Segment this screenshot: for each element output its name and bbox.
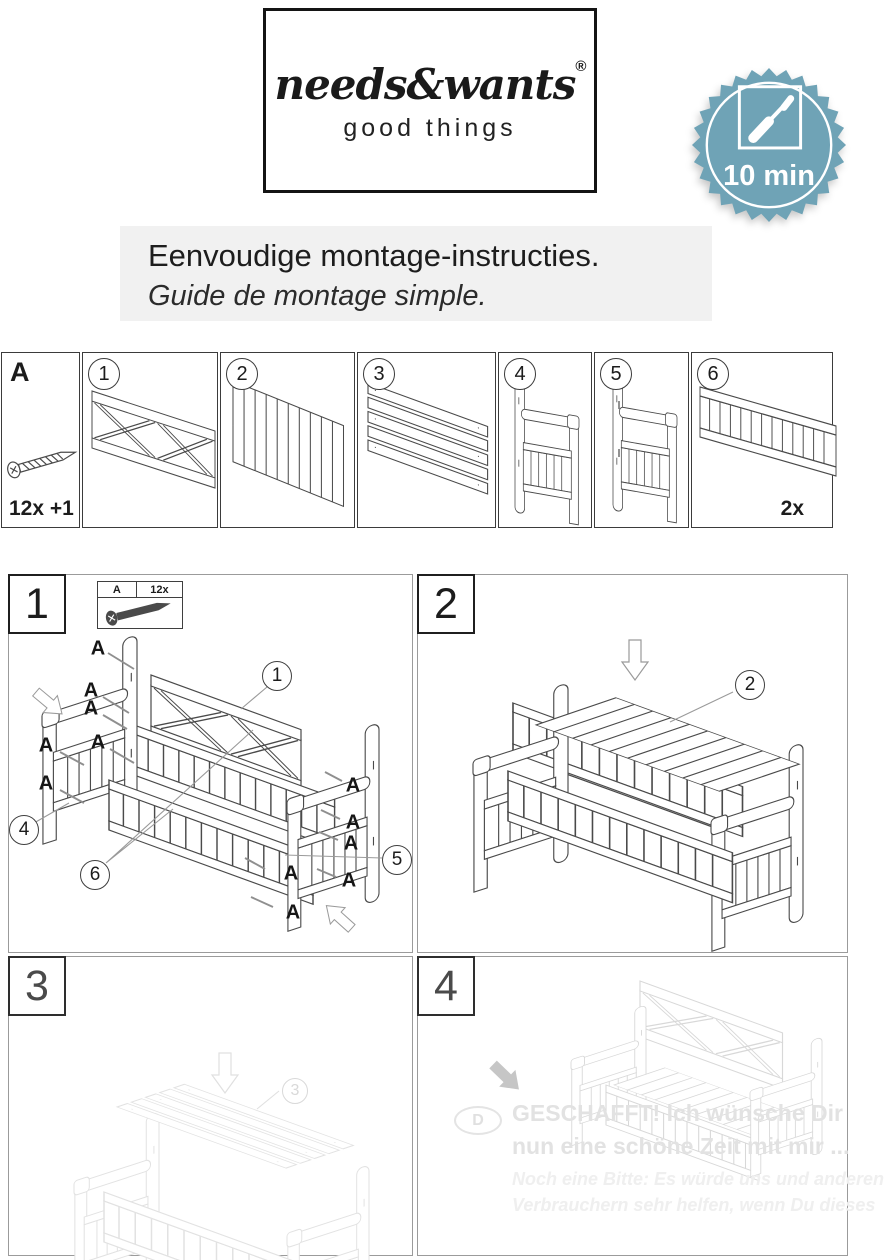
done-message-line1: GESCHAFFT! Ich wünsche Dir [512,1100,843,1126]
table-part-qty: 12x [150,583,169,596]
screw-callout: A [345,774,361,797]
note-line2: Verbrauchern sehr helfen, wenn Du dieses [512,1195,876,1215]
part-box-screw [1,352,80,528]
step-2-panel [417,574,848,953]
screw-callout: A [345,811,361,834]
step3-illustration [9,957,412,1255]
part-number: 4 [504,358,536,390]
screw-count-table [97,581,183,629]
done-message-line2: nun eine schöne Zeit mit mir ... [512,1133,850,1159]
part-box-3 [357,352,496,528]
table-screw-icon [98,598,179,627]
part-box-6 [691,352,833,528]
part-box-2 [220,352,355,528]
step1-exploded-illustration [9,575,412,952]
screw-callout: A [283,862,299,885]
part-box-1 [82,352,218,528]
screw-callout: A [341,869,357,892]
part-number: 5 [600,358,632,390]
screw-callout: A [343,832,359,855]
time-badge [690,66,848,224]
brand-logo [263,8,597,193]
step-number: 3 [8,956,66,1016]
brand-tagline: good things [343,113,517,142]
screw-callout: A [90,731,106,754]
callout-part-6: 6 [80,860,110,890]
callout-part-1: 1 [262,661,292,691]
screw-illustration [2,383,78,513]
step-number: 4 [417,956,475,1016]
registered-mark: ® [575,57,586,75]
rail-qty: 2x [780,497,804,520]
note-line1: Noch eine Bitte: Es würde uns und anderen [512,1169,884,1189]
screw-qty: 12x +1 [9,497,74,520]
callout-part-2: 2 [735,670,765,700]
step-3-panel [8,956,413,1256]
brand-name: needs&wants® [274,57,586,109]
table-part-id: A [98,582,137,597]
title-dutch: Eenvoudige montage-instructies. [148,238,600,273]
screw-callout: A [38,772,54,795]
callout-part-3: 3 [282,1078,308,1104]
callout-part-5: 5 [382,845,412,875]
screw-callout: A [90,637,106,660]
screw-callout: A [83,697,99,720]
part-number: 3 [363,358,395,390]
title-french: Guide de montage simple. [148,280,487,312]
step-1-panel [8,574,413,953]
screw-callout: A [83,679,99,702]
part-box-4 [498,352,592,528]
part-box-5 [594,352,689,528]
part-number: 1 [88,358,120,390]
language-badge: D [454,1106,502,1135]
step-4-panel [417,956,884,1256]
assembly-time: 10 min [723,160,815,192]
step-number: 2 [417,574,475,634]
screw-callout: A [285,901,301,924]
part-number: 6 [697,358,729,390]
callout-part-4: 4 [9,815,39,845]
title-banner [120,226,712,321]
screw-id: A [10,357,30,387]
screw-callout: A [38,734,54,757]
step-number: 1 [8,574,66,634]
part-number: 2 [226,358,258,390]
step2-illustration [418,575,847,952]
